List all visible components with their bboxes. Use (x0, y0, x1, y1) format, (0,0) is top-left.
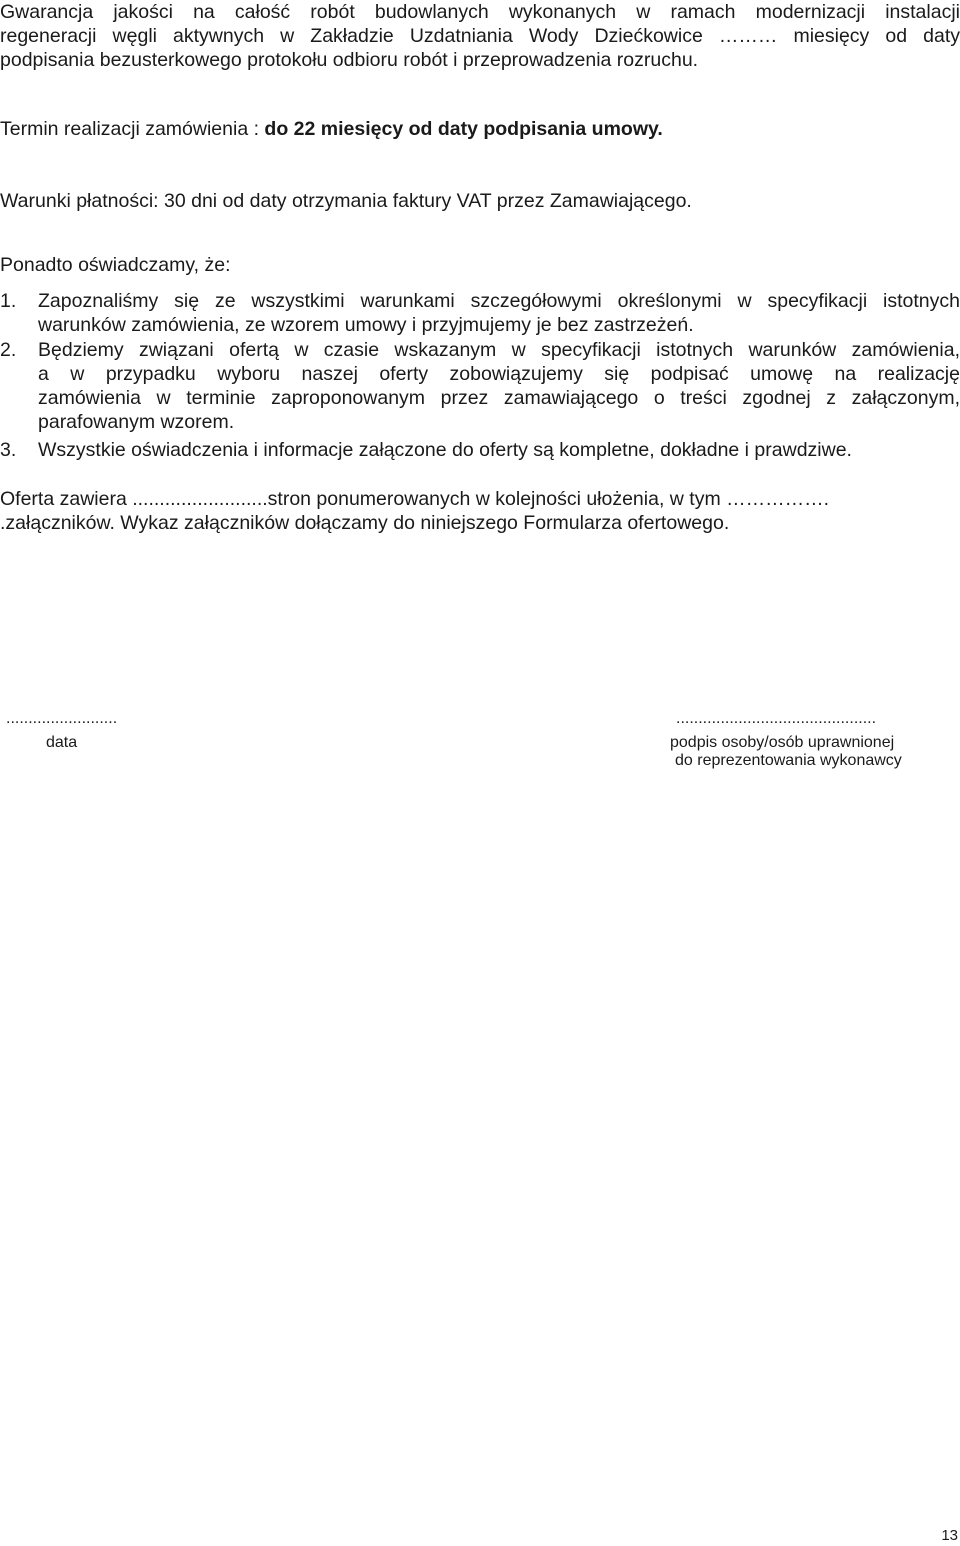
declaration-3-line-1: Wszystkie oświadczenia i informacje załączone do oferty są kompletne, dokładne i prawdziwe. (38, 439, 852, 461)
declaration-intro (0, 253, 960, 277)
declaration-2-line-1: Będziemy związani ofertą w czasie wskazanym w specyfikacji istotnych warunków zamówienia, (38, 339, 960, 361)
signature-label-2: do reprezentowania wykonawcy (675, 752, 902, 769)
signature-label-1: podpis osoby/osób uprawnionej (670, 734, 895, 751)
declaration-item-3 (0, 438, 960, 462)
term-paragraph (0, 117, 960, 141)
declaration-2-line-3: zamówienia w terminie zaproponowanym przez zamawiającego o treści zgodnej z załączonym, (38, 387, 960, 409)
date-dots: ......................... (6, 710, 118, 727)
term-value: do 22 miesięcy od daty podpisania umowy. (264, 118, 663, 140)
payment-text: Warunki płatności: 30 dni od daty otrzymania faktury VAT przez Zamawiającego. (0, 190, 692, 212)
declaration-2-line-4: parafowanym wzorem. (38, 411, 235, 433)
declaration-1-line-2: warunków zamówienia, ze wzorem umowy i przyjmujemy je bez zastrzeżeń. (38, 314, 694, 336)
date-label: data (46, 734, 78, 751)
offer-paragraph (0, 487, 960, 535)
declaration-1-line-1: Zapoznaliśmy się ze wszystkimi warunkami szczegółowymi określonymi w specyfikacji istotnych (38, 290, 960, 312)
declaration-item-1 (0, 289, 960, 337)
term-label: Termin realizacji zamówienia : (0, 118, 265, 140)
declaration-number: 2. (0, 339, 17, 361)
signature-dots: ............................................. (676, 710, 877, 727)
declaration-intro-text: Ponadto oświadczamy, że: (0, 254, 231, 276)
offer-line-2: .załączników. Wykaz załączników dołączamy do niniejszego Formularza ofertowego. (0, 512, 730, 534)
guarantee-line-1: Gwarancja jakości na całość robót budowlanych wykonanych w ramach modernizacji instalacji (0, 1, 960, 23)
payment-paragraph (0, 189, 960, 213)
declaration-item-2 (0, 338, 960, 434)
page-number: 13 (941, 1527, 958, 1544)
guarantee-paragraph (0, 0, 960, 72)
declaration-2-line-2: a w przypadku wyboru naszej oferty zobowiązujemy się podpisać umowę na realizację (38, 363, 960, 385)
declaration-number: 1. (0, 290, 17, 312)
declaration-number: 3. (0, 439, 17, 461)
guarantee-line-2: regeneracji węgli aktywnych w Zakładzie Uzdatniania Wody Dziećkowice ……… miesięcy od daty (0, 25, 960, 47)
guarantee-line-3: podpisania bezusterkowego protokołu odbioru robót i przeprowadzenia rozruchu. (0, 49, 699, 71)
offer-line-1: Oferta zawiera .........................stron ponumerowanych w kolejności ułożenia, w tym ……………. (0, 488, 830, 510)
